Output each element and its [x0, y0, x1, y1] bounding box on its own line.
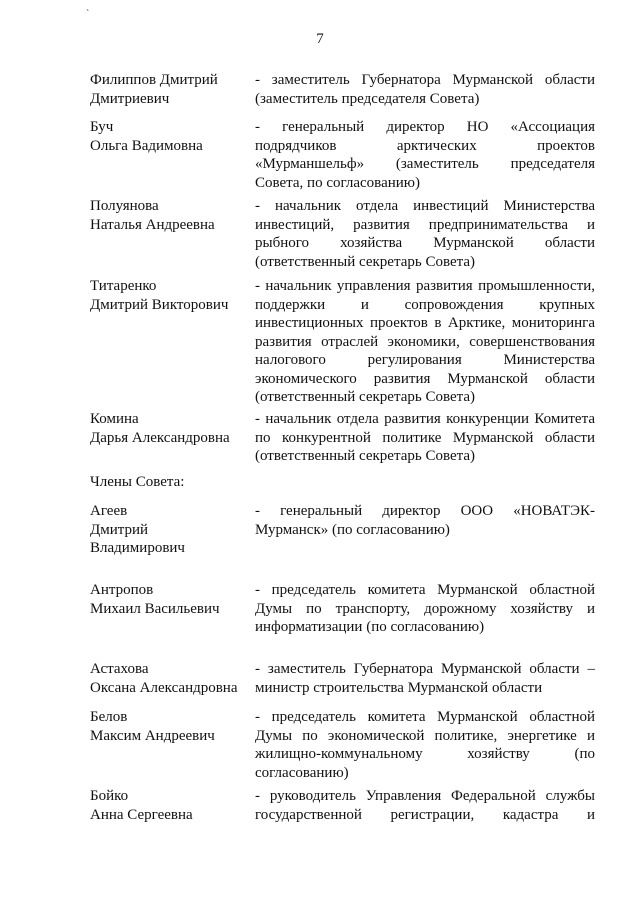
person-role: - руководитель Управления Федеральной службы государственной регистрации, кадастра и [255, 788, 595, 823]
person-role: - начальник отдела развития конкуренции Комитета по конкурентной политике Мурманской области (ответственный секретарь Совета) [255, 411, 595, 464]
person-name: Титаренко Дмитрий Викторович [90, 278, 229, 313]
person-name: Белов Максим Андреевич [90, 709, 215, 744]
members-heading: Члены Совета: [90, 474, 185, 490]
person-name: Агеев Дмитрий Владимирович [90, 503, 185, 556]
person-role: - председатель комитета Мурманской областной Думы по транспорту, дорожному хозяйству и информатизации (по согласованию) [255, 582, 595, 635]
person-name: Буч Ольга Вадимовна [90, 119, 203, 154]
person-role: - заместитель Губернатора Мурманской области (заместитель председателя Совета) [255, 72, 595, 107]
page-number: 7 [316, 31, 324, 47]
person-role: - заместитель Губернатора Мурманской области – министр строительства Мурманской области [255, 661, 595, 696]
person-name: Антропов Михаил Васильевич [90, 582, 220, 617]
person-name: Полуянова Наталья Андреевна [90, 198, 215, 233]
person-name: Филиппов Дмитрий Дмитриевич [90, 72, 218, 107]
person-role: - генеральный директор НО «Ассоциация подрядчиков арктических проектов «Мурманшельф» (заместитель председателя Совета, по согласованию) [255, 119, 595, 191]
person-name: Комина Дарья Александровна [90, 411, 230, 446]
person-role: - генеральный директор ООО «НОВАТЭК- Мурманск» (по согласованию) [255, 503, 595, 538]
person-role: - начальник отдела инвестиций Министерства инвестиций, развития предпринимательства и рыбного хозяйства Мурманской области (ответственный секретарь Совета) [255, 198, 595, 270]
person-role: - начальник управления развития промышленности, поддержки и сопровождения крупных инвестиционных проектов в Арктике, мониторинга развития отраслей экономики, совершенствования налогового регулирования Министерства экономического развития Мурманской области (ответственный секретарь Совета) [255, 278, 595, 405]
person-name: Астахова Оксана Александровна [90, 661, 238, 696]
corner-mark: ` [86, 9, 90, 20]
person-role: - председатель комитета Мурманской областной Думы по экономической политике, энергетике и жилищно-коммунальному хозяйству (по согласованию) [255, 709, 595, 781]
person-name: Бойко Анна Сергеевна [90, 788, 193, 823]
